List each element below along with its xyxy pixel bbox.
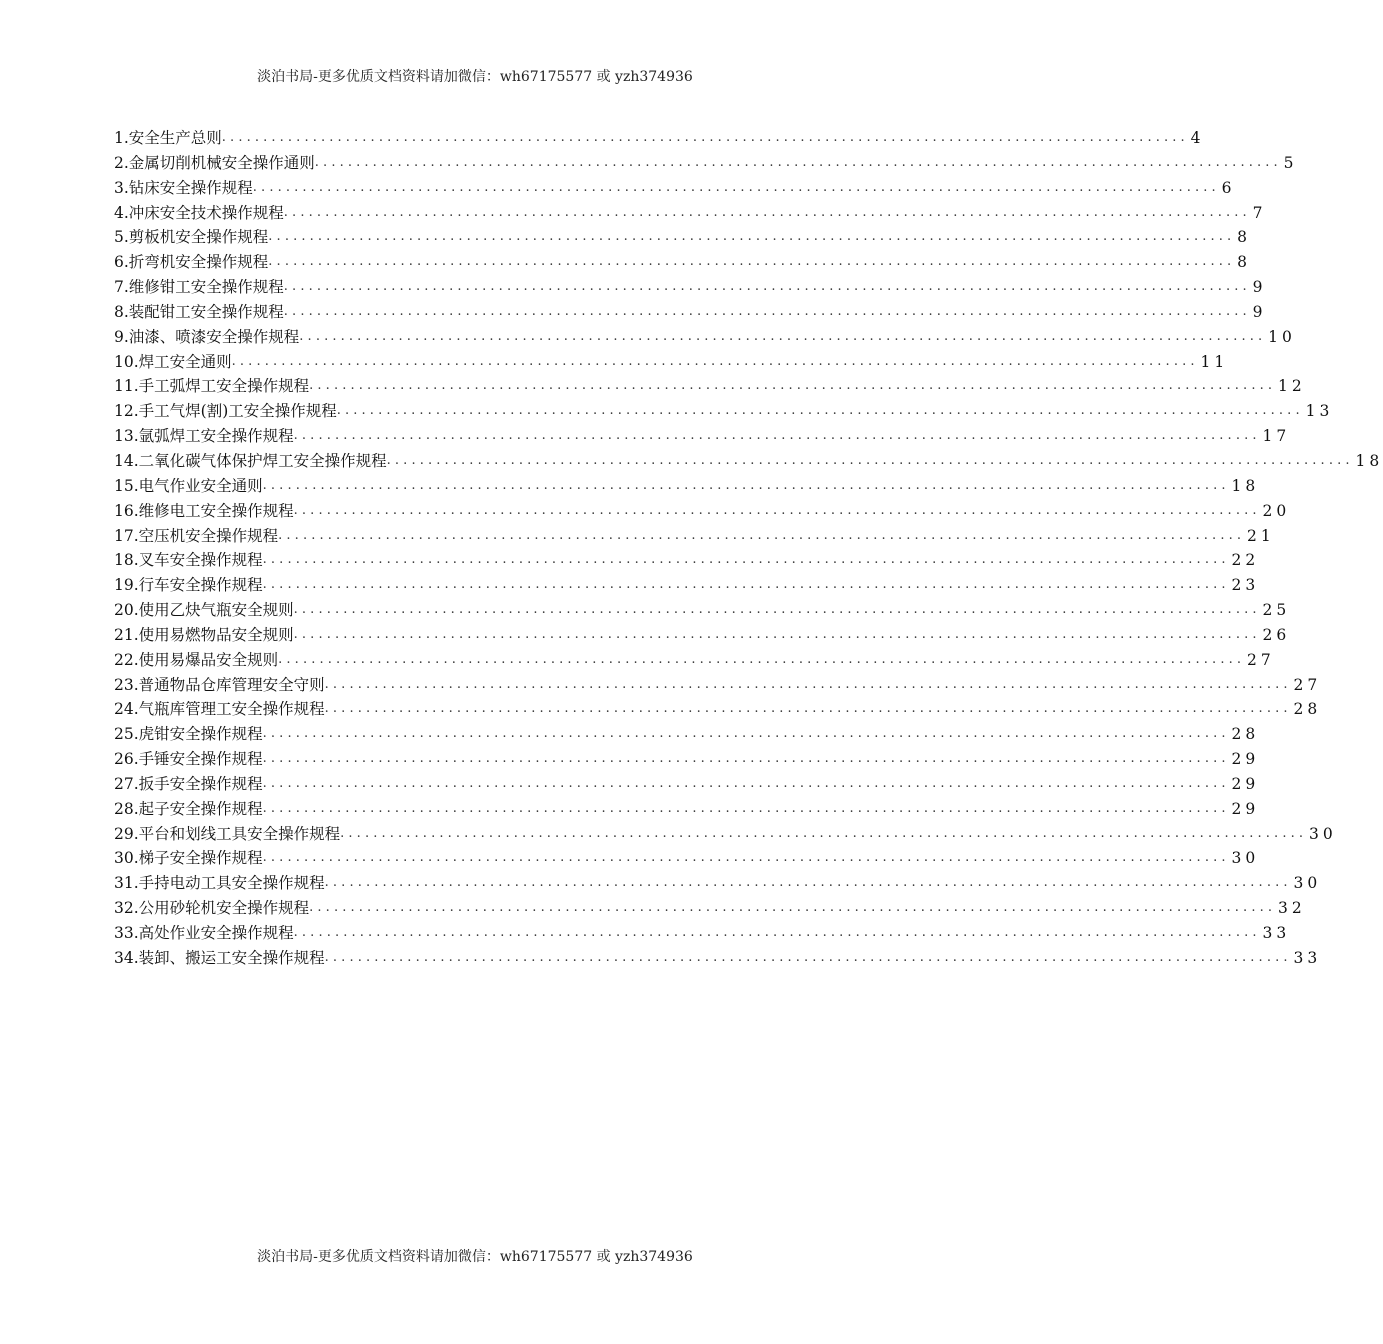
toc-entry-title: 26.手锤安全操作规程 (114, 750, 263, 769)
toc-entry[interactable] (114, 946, 1322, 971)
toc-entry-title: 20.使用乙炔气瓶安全规则 (114, 601, 294, 620)
toc-entry[interactable] (114, 747, 1260, 772)
toc-entry-page: 6 (1221, 178, 1236, 197)
toc-entry-page: 33 (1293, 948, 1322, 967)
toc-entry[interactable] (114, 896, 1306, 921)
toc-entry-title: 12.手工气焊(割)工安全操作规程 (114, 402, 337, 421)
toc-entry-page: 30 (1309, 824, 1337, 843)
toc-entry-title: 16.维修电工安全操作规程 (114, 501, 294, 520)
toc-dot-leader (263, 474, 1226, 499)
toc-dot-leader (387, 449, 1350, 474)
toc-entry[interactable] (114, 176, 1236, 201)
toc-entry-title: 7.维修钳工安全操作规程 (114, 278, 284, 297)
toc-entry-title: 8.装配钳工安全操作规程 (114, 302, 284, 321)
toc-entry-page: 28 (1231, 725, 1260, 744)
toc-entry-page: 28 (1293, 700, 1322, 719)
toc-entry-title: 21.使用易燃物品安全规则 (114, 625, 294, 644)
toc-entry-page: 8 (1237, 253, 1252, 272)
toc-entry-title: 31.手持电动工具安全操作规程 (114, 874, 325, 893)
toc-entry[interactable] (114, 399, 1334, 424)
toc-entry[interactable] (114, 772, 1260, 797)
toc-entry-title: 22.使用易爆品安全规则 (114, 650, 279, 669)
toc-entry-page: 26 (1262, 625, 1291, 644)
toc-dot-leader (340, 822, 1303, 847)
toc-dot-leader (337, 399, 1300, 424)
toc-entry[interactable] (114, 300, 1267, 325)
toc-entry-page: 27 (1293, 675, 1322, 694)
toc-entry[interactable] (114, 524, 1275, 549)
toc-entry[interactable] (114, 424, 1291, 449)
toc-entry-title: 30.梯子安全操作规程 (114, 849, 263, 868)
toc-dot-leader (263, 548, 1226, 573)
toc-entry-title: 6.折弯机安全操作规程 (114, 253, 269, 272)
page-header: 淡泊书局-更多优质文档资料请加微信：wh67175577 或 yzh374936 (257, 69, 693, 85)
toc-dot-leader (309, 896, 1272, 921)
toc-entry-title: 33.高处作业安全操作规程 (114, 924, 294, 942)
toc-entry-title: 32.公用砂轮机安全操作规程 (114, 899, 310, 918)
toc-dot-leader (294, 623, 1257, 648)
toc-entry[interactable] (114, 474, 1260, 499)
toc-entry-title: 9.油漆、喷漆安全操作规程 (114, 327, 300, 346)
toc-entry-page: 9 (1252, 278, 1267, 297)
toc-entry-page: 8 (1237, 228, 1252, 247)
toc-dot-leader (278, 524, 1241, 549)
toc-entry-title: 14.二氧化碳气体保护焊工安全操作规程 (114, 451, 387, 470)
toc-dot-leader (315, 151, 1278, 176)
toc-entry[interactable] (114, 697, 1322, 722)
toc-entry-title: 13.氩弧焊工安全操作规程 (114, 427, 294, 446)
toc-dot-leader (263, 573, 1226, 598)
toc-entry-page: 20 (1262, 501, 1291, 520)
toc-entry[interactable] (114, 350, 1229, 375)
toc-entry[interactable] (114, 797, 1260, 822)
toc-entry[interactable] (114, 648, 1275, 673)
toc-entry-title: 23.普通物品仓库管理安全守则 (114, 675, 325, 694)
toc-dot-leader (294, 499, 1257, 524)
toc-entry[interactable] (114, 623, 1291, 648)
toc-entry-title: 18.叉车安全操作规程 (114, 551, 263, 570)
toc-entry-page: 12 (1278, 377, 1306, 396)
toc-entry-page: 9 (1252, 302, 1267, 321)
toc-dot-leader (278, 648, 1241, 673)
toc-dot-leader (232, 350, 1195, 375)
toc-entry-page: 22 (1231, 551, 1260, 570)
toc-dot-leader (284, 300, 1247, 325)
toc-dot-leader (263, 772, 1226, 797)
toc-entry[interactable] (114, 673, 1322, 698)
toc-dot-leader (263, 722, 1226, 747)
toc-dot-leader (253, 176, 1216, 201)
toc-dot-leader (263, 797, 1226, 822)
toc-entry-page: 29 (1231, 750, 1260, 769)
toc-dot-leader (294, 921, 1257, 946)
toc-entry-page: 11 (1200, 352, 1229, 371)
toc-entry[interactable] (114, 225, 1252, 250)
toc-entry[interactable] (114, 275, 1267, 300)
toc-dot-leader (263, 846, 1226, 871)
toc-entry-page: 33 (1262, 924, 1291, 942)
toc-entry[interactable] (114, 201, 1267, 226)
toc-entry-page: 7 (1252, 203, 1267, 222)
toc-entry[interactable] (114, 449, 1383, 474)
toc-entry[interactable] (114, 722, 1260, 747)
toc-dot-leader (268, 225, 1231, 250)
toc-dot-leader (309, 374, 1272, 399)
toc-entry-page: 30 (1231, 849, 1260, 868)
toc-entry-page: 18 (1355, 451, 1383, 470)
toc-entry-title: 2.金属切削机械安全操作通则 (114, 153, 315, 172)
toc-entry[interactable] (114, 598, 1291, 623)
toc-entry-title: 3.钻床安全操作规程 (114, 178, 253, 197)
toc-dot-leader (294, 598, 1257, 623)
toc-entry-title: 25.虎钳安全操作规程 (114, 725, 263, 744)
table-of-contents (114, 126, 1383, 971)
toc-entry-page: 5 (1283, 153, 1298, 172)
toc-entry-page: 18 (1231, 476, 1260, 495)
toc-entry[interactable] (114, 846, 1260, 871)
toc-entry[interactable] (114, 548, 1260, 573)
toc-dot-leader (284, 275, 1247, 300)
toc-entry-title: 28.起子安全操作规程 (114, 799, 263, 818)
toc-entry-title: 24.气瓶库管理工安全操作规程 (114, 700, 325, 719)
toc-entry-title: 19.行车安全操作规程 (114, 576, 263, 595)
toc-dot-leader (263, 747, 1226, 772)
toc-entry[interactable] (114, 822, 1337, 847)
toc-entry-title: 34.装卸、搬运工安全操作规程 (114, 948, 325, 967)
toc-entry-page: 4 (1190, 129, 1205, 147)
toc-entry[interactable] (114, 871, 1322, 896)
toc-dot-leader (294, 424, 1257, 449)
toc-dot-leader (222, 126, 1185, 151)
toc-entry[interactable] (114, 573, 1260, 598)
toc-entry[interactable] (114, 151, 1298, 176)
toc-entry-page: 10 (1268, 327, 1296, 346)
toc-entry[interactable] (114, 126, 1205, 151)
toc-dot-leader (299, 325, 1262, 350)
toc-entry[interactable] (114, 374, 1306, 399)
toc-entry[interactable] (114, 499, 1291, 524)
toc-entry-title: 11.手工弧焊工安全操作规程 (114, 377, 310, 396)
toc-entry-page: 30 (1293, 874, 1322, 893)
toc-entry-title: 1.安全生产总则 (114, 129, 222, 147)
toc-entry-title: 27.扳手安全操作规程 (114, 774, 263, 793)
toc-dot-leader (325, 871, 1288, 896)
toc-entry-page: 23 (1231, 576, 1260, 595)
toc-dot-leader (325, 673, 1288, 698)
toc-entry[interactable] (114, 325, 1296, 350)
toc-entry-page: 21 (1247, 526, 1275, 545)
toc-entry-page: 25 (1262, 601, 1291, 620)
toc-entry-page: 32 (1278, 899, 1306, 918)
toc-entry-page: 29 (1231, 799, 1260, 818)
toc-entry-title: 15.电气作业安全通则 (114, 476, 263, 495)
toc-entry[interactable] (114, 250, 1252, 275)
toc-dot-leader (325, 946, 1288, 971)
toc-entry-page: 13 (1305, 402, 1334, 421)
toc-entry-title: 29.平台和划线工具安全操作规程 (114, 824, 341, 843)
toc-entry-page: 17 (1262, 427, 1291, 446)
toc-entry-title: 10.焊工安全通则 (114, 352, 232, 371)
toc-dot-leader (325, 697, 1288, 722)
page-footer: 淡泊书局-更多优质文档资料请加微信：wh67175577 或 yzh374936 (257, 1249, 693, 1265)
toc-entry[interactable] (114, 921, 1291, 946)
toc-dot-leader (268, 250, 1231, 275)
toc-entry-title: 17.空压机安全操作规程 (114, 526, 279, 545)
toc-entry-page: 29 (1231, 774, 1260, 793)
toc-dot-leader (284, 201, 1247, 226)
toc-entry-title: 4.冲床安全技术操作规程 (114, 203, 284, 222)
toc-entry-page: 27 (1247, 650, 1275, 669)
toc-entry-title: 5.剪板机安全操作规程 (114, 228, 269, 247)
